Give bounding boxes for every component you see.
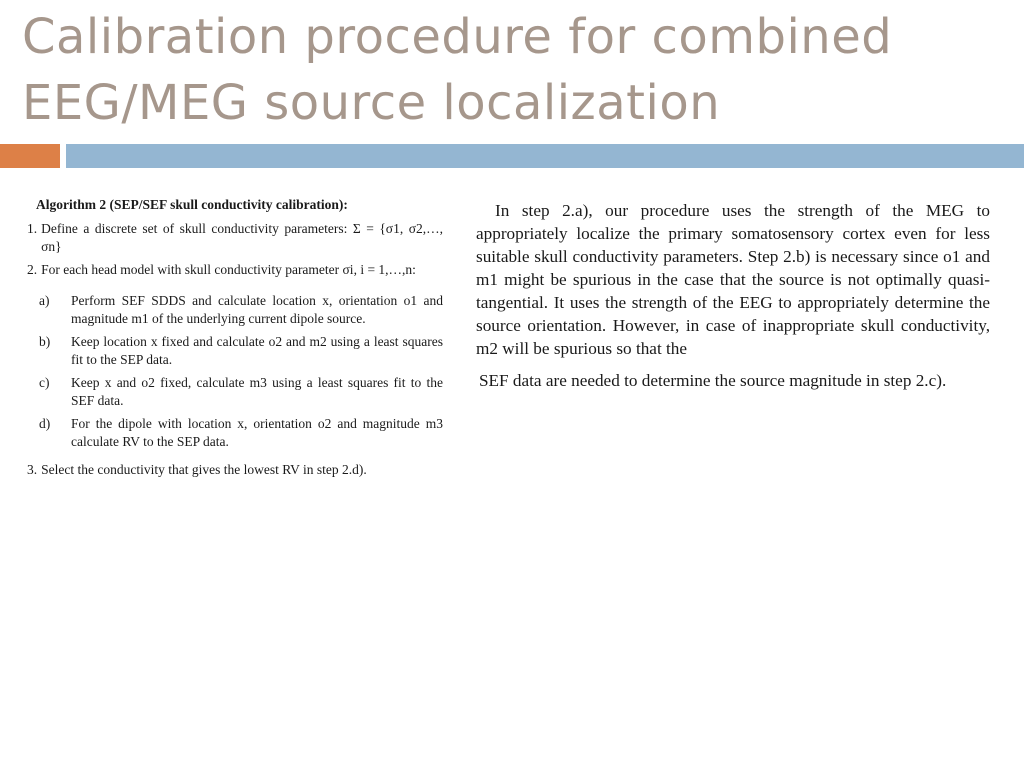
substep-d-text: For the dipole with location x, orientation o2 and magnitude m3 calculate RV to the SEP data.	[71, 416, 443, 449]
algorithm-substeps	[39, 292, 443, 451]
substep-a	[39, 292, 443, 328]
step-3-text: Select the conductivity that gives the lowest RV in step 2.d).	[41, 462, 367, 477]
step-2-text: For each head model with skull conductivity parameter σi, i = 1,…,n:	[41, 262, 416, 277]
substep-d-letter: d)	[39, 416, 51, 431]
substep-d	[39, 415, 443, 451]
substep-c-text: Keep x and o2 fixed, calculate m3 using a least squares fit to the SEF data.	[71, 375, 443, 408]
substep-b-text: Keep location x fixed and calculate o2 and m2 using a least squares fit to the SEP data.	[71, 334, 443, 367]
algorithm-title: Algorithm 2 (SEP/SEF skull conductivity calibration):	[36, 197, 348, 212]
slide-title-line-2: EEG/MEG source localization	[22, 75, 721, 131]
algorithm-step-3	[27, 461, 443, 479]
substep-a-letter: a)	[39, 293, 50, 308]
substep-c	[39, 374, 443, 410]
substep-b	[39, 333, 443, 369]
step-1-text: Define a discrete set of skull conductivity parameters: Σ = {σ1, σ2,…, σn}	[41, 221, 443, 254]
slide-title	[22, 4, 1012, 136]
substep-b-letter: b)	[39, 334, 51, 349]
algorithm-step-1	[27, 220, 443, 256]
slide-title-line-1: Calibration procedure for combined	[22, 9, 893, 65]
algorithm-step-2	[27, 261, 443, 279]
orange-accent-bar	[0, 144, 60, 168]
step-2-number: 2.	[27, 262, 38, 277]
explanation-paragraph-2: SEF data are needed to determine the source magnitude in step 2.c).	[479, 371, 947, 390]
step-3-number: 3.	[27, 462, 38, 477]
substep-a-text: Perform SEF SDDS and calculate location x, orientation o1 and magnitude m1 of the underlying current dipole source.	[71, 293, 443, 326]
step-1-number: 1.	[27, 221, 38, 236]
explanation-text	[476, 199, 990, 392]
algorithm-box	[27, 196, 443, 479]
explanation-paragraph-1: In step 2.a), our procedure uses the strength of the MEG to appropriately localize the primary somatosensory cortex even for less suitable skull conductivity parameters. Step 2.b) is necessary since o1 and m1 might be spurious in the case that the source is not optimally quasi-tangential. It uses the strength of the EEG to appropriately determine the source orientation. However, in case of inappropriate skull conductivity, m2 will be spurious so that the	[476, 201, 990, 358]
blue-accent-bar	[66, 144, 1024, 168]
substep-c-letter: c)	[39, 375, 50, 390]
